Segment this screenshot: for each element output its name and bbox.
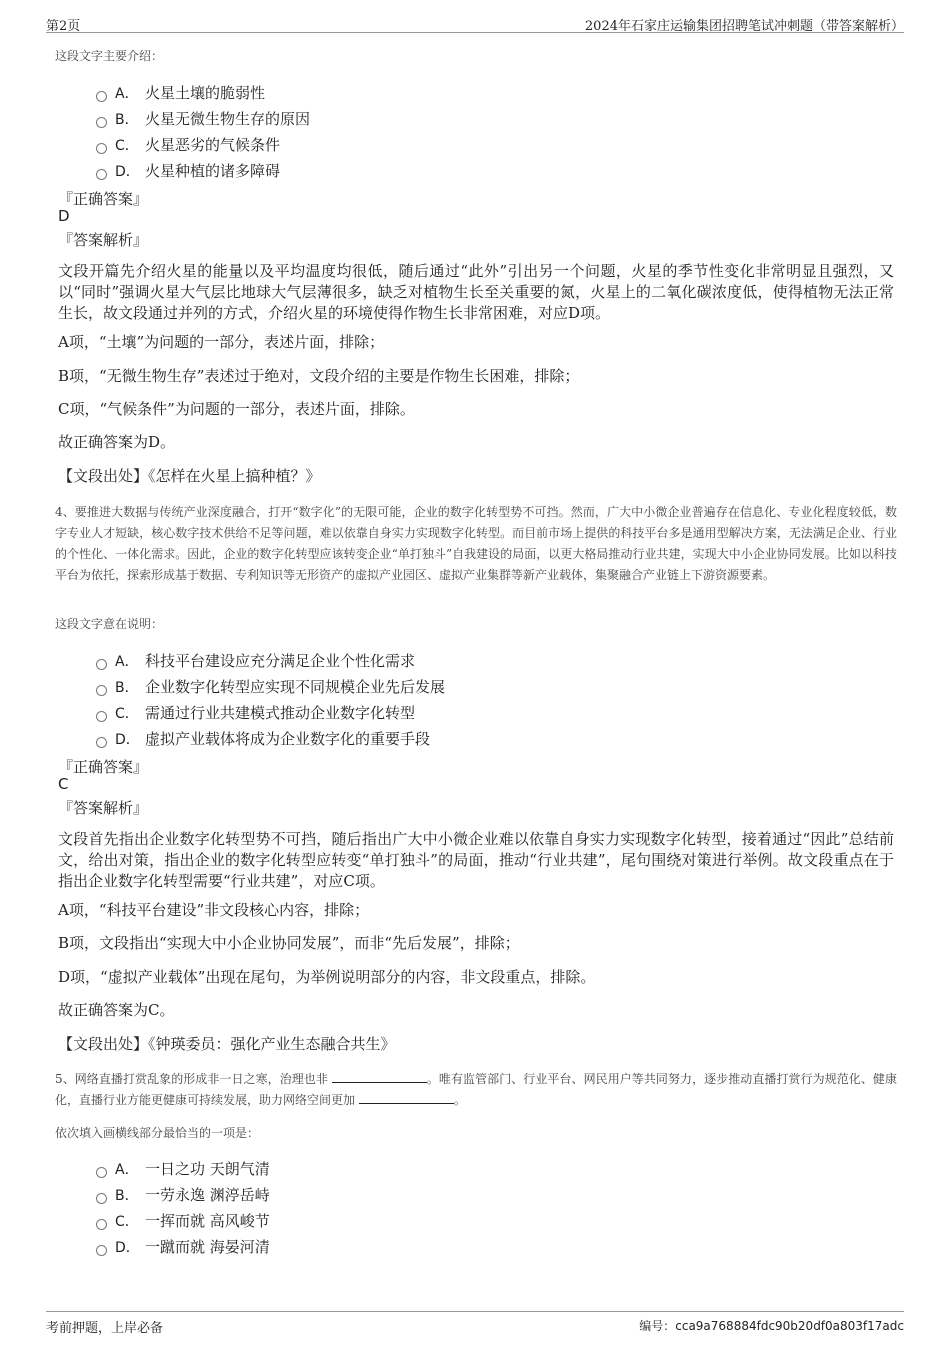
fill-blank-1: [332, 1070, 427, 1083]
q3-conclusion: 故正确答案为D。: [58, 433, 176, 451]
q4-passage: 4、要推进大数据与传统产业深度融合，打开“数字化”的无限可能，企业的数字化转型势不可挡。然而，广大中小微企业普遍存在信息化、专业化程度较低，数字专业人才短缺，核心数字技术供给不足等问题，难以依靠自身实力实现数字化转型。而目前市场上提供的科技平台多是通用型解决方案，无法满足企业、行业的个性化、一体化需求。因此，企业的数字化转型应该转变企业“单打独斗”自我建设的局面，以更大格局推动行业共建，实现大中小企业协同发展。比如以科技平台为依托，探索形成基于数据、专利知识等无形资产的虚拟产业园区、虚拟产业集群等新产业载体，集聚融合产业链上下游资源要素。: [55, 505, 897, 582]
q4-analysis-b: B项，文段指出“实现大中小企业协同发展”，而非“先后发展”，排除；: [58, 934, 520, 952]
radio-icon[interactable]: [96, 685, 107, 696]
radio-icon[interactable]: [96, 143, 107, 154]
q5-option-a[interactable]: A． 一日之功 天朗气清: [96, 1158, 270, 1179]
q3-option-b[interactable]: B． 火星无微生物生存的原因: [96, 108, 310, 129]
radio-icon[interactable]: [96, 1193, 107, 1204]
q4-analysis-a: A项，“科技平台建设”非文段核心内容，排除；: [58, 901, 370, 919]
q4-option-a[interactable]: A． 科技平台建设应充分满足企业个性化需求: [96, 650, 415, 671]
q5-passage: 5、网络直播打赏乱象的形成非一日之寒，治理也非 。唯有监管部门、行业平台、网民用户等共同努力，逐步推动直播打赏行为规范化、健康化，直播行业方能更健康可持续发展，助力网络空间更加 。: [55, 1072, 897, 1107]
q4-conclusion: 故正确答案为C。: [58, 1001, 175, 1019]
q4-analysis-main: 文段首先指出企业数字化转型势不可挡，随后指出广大中小微企业难以依靠自身实力实现数字化转型，接着通过“因此”总结前文，给出对策，指出企业的数字化转型应转变“单打独斗”的局面，推动“行业共建”，尾句围绕对策进行举例。故文段重点在于指出企业数字化转型需要“行业共建”，对应C项。: [58, 830, 894, 890]
radio-icon[interactable]: [96, 1219, 107, 1230]
q4-stem: 这段文字意在说明：: [55, 617, 164, 631]
document-title: 2024年石家庄运输集团招聘笔试冲刺题（带答案解析）: [584, 19, 904, 34]
q3-option-c[interactable]: C． 火星恶劣的气候条件: [96, 134, 280, 155]
q3-analysis-label: 『答案解析』: [58, 231, 149, 249]
radio-icon[interactable]: [96, 1245, 107, 1256]
q3-analysis-b: B项，“无微生物生存”表述过于绝对，文段介绍的主要是作物生长困难，排除；: [58, 367, 580, 385]
code-value: cca9a768884fdc90b20df0a803f17adc: [675, 1319, 904, 1333]
radio-icon[interactable]: [96, 1167, 107, 1178]
q3-answer-label: 『正确答案』: [58, 190, 149, 208]
q4-source: 【文段出处】《钟瑛委员：强化产业生态融合共生》: [58, 1035, 396, 1053]
document-code: [639, 1317, 904, 1334]
page-footer: [46, 1311, 904, 1336]
code-label: 编号：: [639, 1319, 676, 1333]
q5-option-b[interactable]: B． 一劳永逸 渊渟岳峙: [96, 1184, 270, 1205]
q4-option-d[interactable]: D． 虚拟产业载体将成为企业数字化的重要手段: [96, 728, 430, 749]
q4-analysis-label: 『答案解析』: [58, 799, 149, 817]
q3-analysis-c: C项，“气候条件”为问题的一部分，表述片面，排除。: [58, 400, 415, 418]
q3-analysis-main: 文段开篇先介绍火星的能量以及平均温度均很低，随后通过“此外”引出另一个问题，火星的季节性变化非常明显且强烈，又以“同时”强调火星大气层比地球大气层薄很多，缺乏对植物生长至关重要的氮，火星上的二氧化碳浓度低，使得植物无法正常生长，故文段通过并列的方式，介绍火星的环境使得作物生长非常困难，对应D项。: [58, 262, 894, 322]
q4-option-c[interactable]: C． 需通过行业共建模式推动企业数字化转型: [96, 702, 415, 723]
q3-analysis-a: A项，“土壤”为问题的一部分，表述片面，排除；: [58, 333, 385, 351]
radio-icon[interactable]: [96, 737, 107, 748]
q4-answer: C: [58, 775, 69, 793]
radio-icon[interactable]: [96, 711, 107, 722]
page-number: 第2页: [46, 19, 81, 34]
radio-icon[interactable]: [96, 117, 107, 128]
q4-analysis-d: D项，“虚拟产业载体”出现在尾句，为举例说明部分的内容，非文段重点，排除。: [58, 968, 596, 986]
footer-slogan: 考前押题，上岸必备: [46, 1321, 164, 1336]
q3-option-d[interactable]: D． 火星种植的诸多障碍: [96, 160, 280, 181]
radio-icon[interactable]: [96, 91, 107, 102]
q3-source: 【文段出处】《怎样在火星上搞种植？》: [58, 467, 321, 485]
q4-option-b[interactable]: B． 企业数字化转型应实现不同规模企业先后发展: [96, 676, 445, 697]
q5-option-d[interactable]: D． 一蹴而就 海晏河清: [96, 1236, 270, 1257]
radio-icon[interactable]: [96, 659, 107, 670]
q3-answer: D: [58, 207, 70, 225]
q5-stem: 依次填入画横线部分最恰当的一项是：: [55, 1126, 260, 1140]
q3-stem: 这段文字主要介绍：: [55, 49, 164, 63]
page-header: [46, 12, 904, 33]
q3-option-a[interactable]: A． 火星土壤的脆弱性: [96, 82, 265, 103]
radio-icon[interactable]: [96, 169, 107, 180]
fill-blank-2: [359, 1091, 454, 1104]
q5-option-c[interactable]: C． 一挥而就 高风峻节: [96, 1210, 270, 1231]
q4-answer-label: 『正确答案』: [58, 758, 149, 776]
